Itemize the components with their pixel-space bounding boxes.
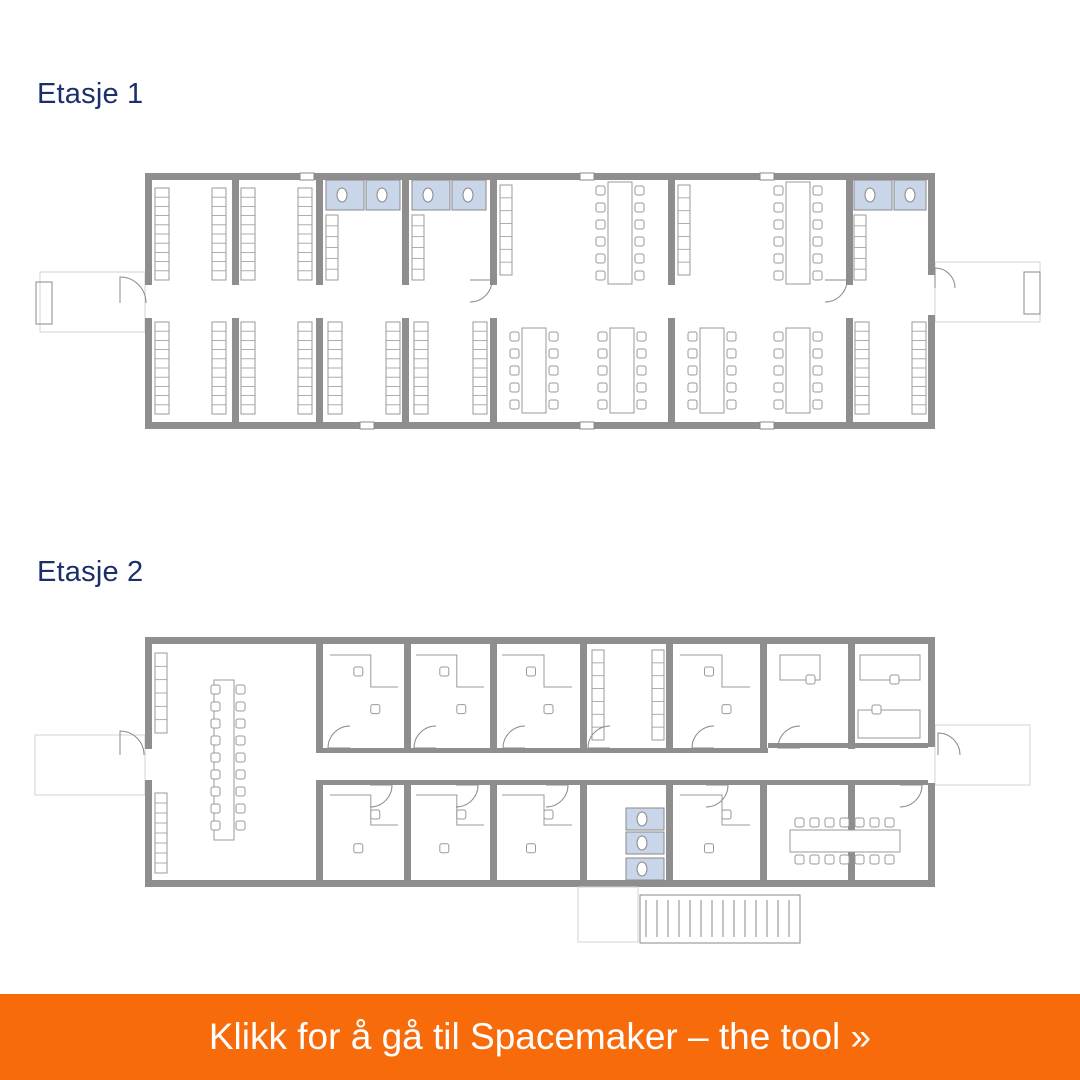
chair-icon — [813, 254, 822, 263]
outer-wall-left — [145, 780, 152, 887]
partition-wall — [316, 173, 323, 285]
chair-icon — [549, 349, 558, 358]
floor-1-plan-drawing — [0, 160, 1080, 440]
door-swing-icon — [825, 280, 847, 302]
chair-icon — [371, 705, 380, 714]
chair-icon — [795, 818, 804, 827]
toilet-icon — [637, 812, 647, 826]
chair-icon — [236, 821, 245, 830]
partition-wall — [846, 173, 853, 285]
door-swing-icon — [470, 280, 492, 302]
chair-icon — [596, 186, 605, 195]
chair-icon — [813, 237, 822, 246]
dining-table — [786, 328, 810, 413]
chair-icon — [813, 383, 822, 392]
door-swing-icon — [935, 268, 955, 288]
outer-wall-left — [145, 318, 152, 429]
chair-icon — [774, 220, 783, 229]
partition-wall — [232, 173, 239, 285]
partition-wall — [490, 173, 497, 285]
chair-icon — [211, 685, 220, 694]
entrance-ramp-icon — [1024, 272, 1040, 314]
cta-label: Klikk for å gå til Spacemaker – the tool » — [208, 1016, 872, 1057]
chair-icon — [457, 705, 466, 714]
floor-2-heading: Etasje 2 — [37, 556, 144, 588]
chair-icon — [727, 349, 736, 358]
chair-icon — [813, 186, 822, 195]
floor-2-plan — [0, 625, 1080, 960]
door-swing-icon — [938, 733, 960, 755]
door-swing-icon — [456, 785, 478, 807]
door-swing-icon — [706, 785, 728, 807]
chair-icon — [598, 349, 607, 358]
door-swing-icon — [546, 785, 568, 807]
window — [360, 422, 374, 429]
entrance-ramp-icon — [40, 272, 145, 332]
chair-icon — [840, 855, 849, 864]
toilet-icon — [637, 862, 647, 876]
desk — [502, 655, 572, 687]
toilet-icon — [905, 188, 915, 202]
chair-icon — [510, 400, 519, 409]
chair-icon — [236, 719, 245, 728]
chair-icon — [596, 237, 605, 246]
chair-icon — [637, 400, 646, 409]
toilet-icon — [865, 188, 875, 202]
chair-icon — [774, 349, 783, 358]
partition-wall — [668, 173, 675, 285]
entrance-ramp-icon — [36, 282, 52, 324]
partition-wall — [666, 637, 673, 749]
door-swing-icon — [692, 726, 714, 748]
chair-icon — [810, 855, 819, 864]
dining-table — [610, 328, 634, 413]
partition-wall — [580, 783, 587, 887]
chair-icon — [890, 675, 899, 684]
partition-wall — [666, 783, 673, 887]
toilet-icon — [423, 188, 433, 202]
entrance-ramp-icon — [935, 725, 1030, 785]
outer-wall-bottom — [145, 880, 935, 887]
chair-icon — [774, 186, 783, 195]
outer-wall-top — [145, 637, 935, 644]
chair-icon — [774, 271, 783, 280]
chair-icon — [236, 685, 245, 694]
partition-wall — [402, 318, 409, 428]
storage-shelves — [592, 650, 604, 740]
chair-icon — [870, 855, 879, 864]
chair-icon — [813, 349, 822, 358]
partition-wall — [760, 637, 767, 749]
chair-icon — [774, 332, 783, 341]
desk — [502, 795, 572, 825]
chair-icon — [211, 821, 220, 830]
chair-icon — [813, 203, 822, 212]
chair-icon — [527, 844, 536, 853]
door-swing-icon — [328, 726, 350, 748]
window — [760, 173, 774, 180]
chair-icon — [527, 667, 536, 676]
storage-shelves — [678, 185, 690, 275]
toilet-icon — [377, 188, 387, 202]
chair-icon — [635, 237, 644, 246]
chair-icon — [596, 203, 605, 212]
chair-icon — [855, 818, 864, 827]
partition-wall — [848, 637, 855, 749]
door-swing-icon — [503, 726, 525, 748]
chair-icon — [637, 349, 646, 358]
chair-icon — [440, 667, 449, 676]
dining-table — [786, 182, 810, 284]
chair-icon — [596, 271, 605, 280]
partition-wall — [760, 783, 767, 887]
chair-icon — [635, 254, 644, 263]
chair-icon — [855, 855, 864, 864]
corridor-wall — [316, 780, 768, 785]
outer-wall-right — [928, 783, 935, 887]
floor-1-heading: Etasje 1 — [37, 78, 144, 110]
desk — [416, 795, 484, 825]
chair-icon — [774, 254, 783, 263]
chair-icon — [688, 349, 697, 358]
chair-icon — [774, 383, 783, 392]
outer-wall-right — [928, 315, 935, 429]
chair-icon — [637, 383, 646, 392]
window — [760, 422, 774, 429]
stair-icon — [640, 895, 800, 943]
chair-icon — [813, 400, 822, 409]
door-swing-icon — [900, 785, 922, 807]
chair-icon — [705, 667, 714, 676]
chair-icon — [840, 818, 849, 827]
storage-shelves — [652, 650, 664, 740]
chair-icon — [549, 332, 558, 341]
chair-icon — [727, 383, 736, 392]
corridor-wall — [316, 748, 768, 753]
spacemaker-link-banner[interactable] — [0, 994, 1080, 1080]
chair-icon — [457, 810, 466, 819]
chair-icon — [510, 332, 519, 341]
door-swing-icon — [414, 726, 436, 748]
floor-2-plan-drawing — [0, 625, 1080, 955]
landing — [578, 887, 638, 942]
chair-icon — [774, 366, 783, 375]
chair-icon — [688, 366, 697, 375]
desk — [330, 655, 398, 687]
chair-icon — [635, 203, 644, 212]
partition-wall — [490, 318, 497, 428]
partition-wall — [490, 783, 497, 887]
chair-icon — [549, 383, 558, 392]
desk — [416, 655, 484, 687]
door-swing-icon — [370, 785, 392, 807]
chair-icon — [211, 753, 220, 762]
chair-icon — [510, 366, 519, 375]
partition-wall — [404, 783, 411, 887]
partition-wall — [316, 783, 323, 887]
chair-icon — [688, 383, 697, 392]
chair-icon — [510, 349, 519, 358]
chair-icon — [872, 705, 881, 714]
chair-icon — [705, 844, 714, 853]
partition-wall — [404, 637, 411, 749]
entrance-ramp-icon — [35, 735, 145, 795]
chair-icon — [236, 787, 245, 796]
chair-icon — [211, 770, 220, 779]
chair-icon — [825, 855, 834, 864]
chair-icon — [236, 770, 245, 779]
chair-icon — [598, 383, 607, 392]
chair-icon — [885, 818, 894, 827]
chair-icon — [211, 719, 220, 728]
toilet-icon — [463, 188, 473, 202]
chair-icon — [354, 667, 363, 676]
chair-icon — [236, 702, 245, 711]
chair-icon — [813, 271, 822, 280]
chair-icon — [635, 186, 644, 195]
desk — [680, 795, 750, 825]
toilet-icon — [337, 188, 347, 202]
partition-wall — [846, 318, 853, 428]
partition-wall — [316, 318, 323, 428]
dining-table — [608, 182, 632, 284]
chair-icon — [549, 400, 558, 409]
chair-icon — [635, 271, 644, 280]
chair-icon — [211, 787, 220, 796]
chair-icon — [544, 705, 553, 714]
outer-wall-left — [145, 173, 152, 285]
dining-table — [700, 328, 724, 413]
chair-icon — [774, 400, 783, 409]
chair-icon — [806, 675, 815, 684]
chair-icon — [598, 400, 607, 409]
chair-icon — [813, 220, 822, 229]
chair-icon — [510, 383, 519, 392]
chair-icon — [722, 705, 731, 714]
chair-icon — [211, 804, 220, 813]
chair-icon — [727, 332, 736, 341]
chair-icon — [637, 332, 646, 341]
chair-icon — [727, 400, 736, 409]
chair-icon — [596, 220, 605, 229]
door-swing-icon — [120, 277, 146, 303]
desk — [680, 655, 750, 687]
chair-icon — [813, 366, 822, 375]
partition-wall — [580, 637, 587, 749]
window — [580, 173, 594, 180]
partition-wall — [316, 637, 323, 749]
storage-shelves — [500, 185, 512, 275]
chair-icon — [813, 332, 822, 341]
chair-icon — [870, 818, 879, 827]
outer-wall-top — [145, 173, 935, 180]
partition-wall — [668, 318, 675, 428]
desk — [858, 710, 920, 738]
meeting-table — [790, 830, 900, 852]
chair-icon — [727, 366, 736, 375]
chair-icon — [371, 810, 380, 819]
chair-icon — [810, 818, 819, 827]
partition-wall — [490, 637, 497, 749]
chair-icon — [440, 844, 449, 853]
chair-icon — [544, 810, 553, 819]
chair-icon — [211, 702, 220, 711]
chair-icon — [598, 366, 607, 375]
outer-wall-right — [928, 637, 935, 747]
chair-icon — [688, 400, 697, 409]
chair-icon — [598, 332, 607, 341]
chair-icon — [722, 810, 731, 819]
chair-icon — [635, 220, 644, 229]
toilet-icon — [637, 836, 647, 850]
chair-icon — [236, 804, 245, 813]
partition-wall — [232, 318, 239, 428]
chair-icon — [774, 237, 783, 246]
dining-table — [522, 328, 546, 413]
window — [300, 173, 314, 180]
outer-wall-left — [145, 637, 152, 749]
chair-icon — [211, 736, 220, 745]
chair-icon — [549, 366, 558, 375]
desk — [330, 795, 398, 825]
chair-icon — [236, 736, 245, 745]
chair-icon — [774, 203, 783, 212]
outer-wall-bottom — [145, 422, 935, 429]
chair-icon — [885, 855, 894, 864]
chair-icon — [236, 753, 245, 762]
chair-icon — [637, 366, 646, 375]
chair-icon — [688, 332, 697, 341]
outer-wall-right — [928, 173, 935, 275]
partition-wall — [402, 173, 409, 285]
chair-icon — [795, 855, 804, 864]
chair-icon — [354, 844, 363, 853]
floor-1-plan — [0, 160, 1080, 445]
window — [580, 422, 594, 429]
chair-icon — [596, 254, 605, 263]
chair-icon — [825, 818, 834, 827]
